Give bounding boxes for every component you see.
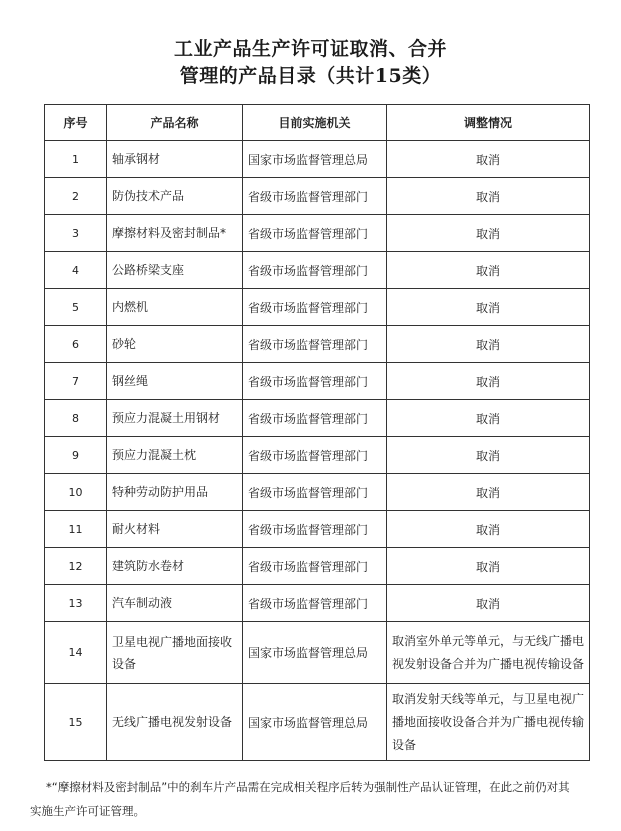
header-serial-number: 序号	[45, 105, 107, 141]
cell-product-name: 防伪技术产品	[107, 178, 243, 215]
cell-adjustment: 取消	[387, 511, 590, 548]
page-title-line-1: 工业产品生产许可证取消、合并	[173, 38, 447, 60]
cell-serial-number: 8	[45, 400, 107, 437]
cell-product-name: 摩擦材料及密封制品*	[107, 215, 243, 252]
table-row	[45, 622, 590, 684]
cell-product-name: 无线广播电视发射设备	[107, 684, 243, 761]
cell-serial-number: 4	[45, 252, 107, 289]
cell-serial-number: 9	[45, 437, 107, 474]
cell-product-name: 公路桥梁支座	[107, 252, 243, 289]
cell-adjustment: 取消	[387, 363, 590, 400]
cell-serial-number: 6	[45, 326, 107, 363]
cell-product-name: 建筑防水卷材	[107, 548, 243, 585]
table-row	[45, 511, 590, 548]
cell-serial-number: 15	[45, 684, 107, 761]
table-row	[45, 585, 590, 622]
table-row	[45, 141, 590, 178]
cell-serial-number: 12	[45, 548, 107, 585]
cell-serial-number: 10	[45, 474, 107, 511]
cell-serial-number: 1	[45, 141, 107, 178]
cell-current-authority: 国家市场监督管理总局	[243, 622, 387, 684]
table-row	[45, 215, 590, 252]
cell-current-authority: 国家市场监督管理总局	[243, 141, 387, 178]
footnote-line-1: *“摩擦材料及密封制品”中的刹车片产品需在完成相关程序后转为强制性产品认证管理，在此之前仍对其	[46, 780, 570, 794]
table-row	[45, 548, 590, 585]
cell-adjustment: 取消	[387, 141, 590, 178]
cell-current-authority: 省级市场监督管理部门	[243, 363, 387, 400]
cell-current-authority: 省级市场监督管理部门	[243, 252, 387, 289]
table-body	[45, 141, 590, 761]
cell-current-authority: 省级市场监督管理部门	[243, 326, 387, 363]
cell-current-authority: 省级市场监督管理部门	[243, 215, 387, 252]
cell-current-authority: 省级市场监督管理部门	[243, 289, 387, 326]
table-row	[45, 289, 590, 326]
cell-product-name: 预应力混凝土用钢材	[107, 400, 243, 437]
cell-product-name: 耐火材料	[107, 511, 243, 548]
cell-serial-number: 11	[45, 511, 107, 548]
cell-serial-number: 5	[45, 289, 107, 326]
product-catalog-table	[44, 104, 590, 761]
header-current-authority: 目前实施机关	[243, 105, 387, 141]
header-product-name: 产品名称	[107, 105, 243, 141]
footnote	[30, 775, 606, 823]
cell-product-name: 内燃机	[107, 289, 243, 326]
cell-product-name: 钢丝绳	[107, 363, 243, 400]
cell-adjustment: 取消发射天线等单元，与卫星电视广播地面接收设备合并为广播电视传输设备	[387, 684, 590, 761]
cell-serial-number: 14	[45, 622, 107, 684]
cell-product-name: 卫星电视广播地面接收设备	[107, 622, 243, 684]
cell-adjustment: 取消	[387, 252, 590, 289]
cell-current-authority: 国家市场监督管理总局	[243, 684, 387, 761]
cell-serial-number: 13	[45, 585, 107, 622]
table-row	[45, 474, 590, 511]
cell-product-name: 预应力混凝土枕	[107, 437, 243, 474]
cell-adjustment: 取消室外单元等单元，与无线广播电视发射设备合并为广播电视传输设备	[387, 622, 590, 684]
table-header-row	[45, 105, 590, 141]
table-row	[45, 437, 590, 474]
cell-serial-number: 2	[45, 178, 107, 215]
cell-adjustment: 取消	[387, 400, 590, 437]
cell-current-authority: 省级市场监督管理部门	[243, 178, 387, 215]
cell-current-authority: 省级市场监督管理部门	[243, 548, 387, 585]
cell-current-authority: 省级市场监督管理部门	[243, 511, 387, 548]
table-row	[45, 178, 590, 215]
table-row	[45, 400, 590, 437]
cell-product-name: 砂轮	[107, 326, 243, 363]
cell-serial-number: 7	[45, 363, 107, 400]
cell-product-name: 特种劳动防护用品	[107, 474, 243, 511]
cell-current-authority: 省级市场监督管理部门	[243, 585, 387, 622]
cell-adjustment: 取消	[387, 289, 590, 326]
cell-adjustment: 取消	[387, 585, 590, 622]
cell-current-authority: 省级市场监督管理部门	[243, 474, 387, 511]
header-adjustment: 调整情况	[387, 105, 590, 141]
table-row	[45, 363, 590, 400]
cell-adjustment: 取消	[387, 474, 590, 511]
table-row	[45, 684, 590, 761]
table-row	[45, 252, 590, 289]
cell-adjustment: 取消	[387, 548, 590, 585]
footnote-line-2: 实施生产许可证管理。	[30, 804, 145, 818]
cell-adjustment: 取消	[387, 178, 590, 215]
cell-serial-number: 3	[45, 215, 107, 252]
cell-adjustment: 取消	[387, 437, 590, 474]
cell-adjustment: 取消	[387, 215, 590, 252]
page-title-line-2: 管理的产品目录（共计15类）	[179, 65, 442, 87]
cell-current-authority: 省级市场监督管理部门	[243, 437, 387, 474]
cell-product-name: 轴承钢材	[107, 141, 243, 178]
cell-product-name: 汽车制动液	[107, 585, 243, 622]
cell-current-authority: 省级市场监督管理部门	[243, 400, 387, 437]
cell-adjustment: 取消	[387, 326, 590, 363]
table-row	[45, 326, 590, 363]
